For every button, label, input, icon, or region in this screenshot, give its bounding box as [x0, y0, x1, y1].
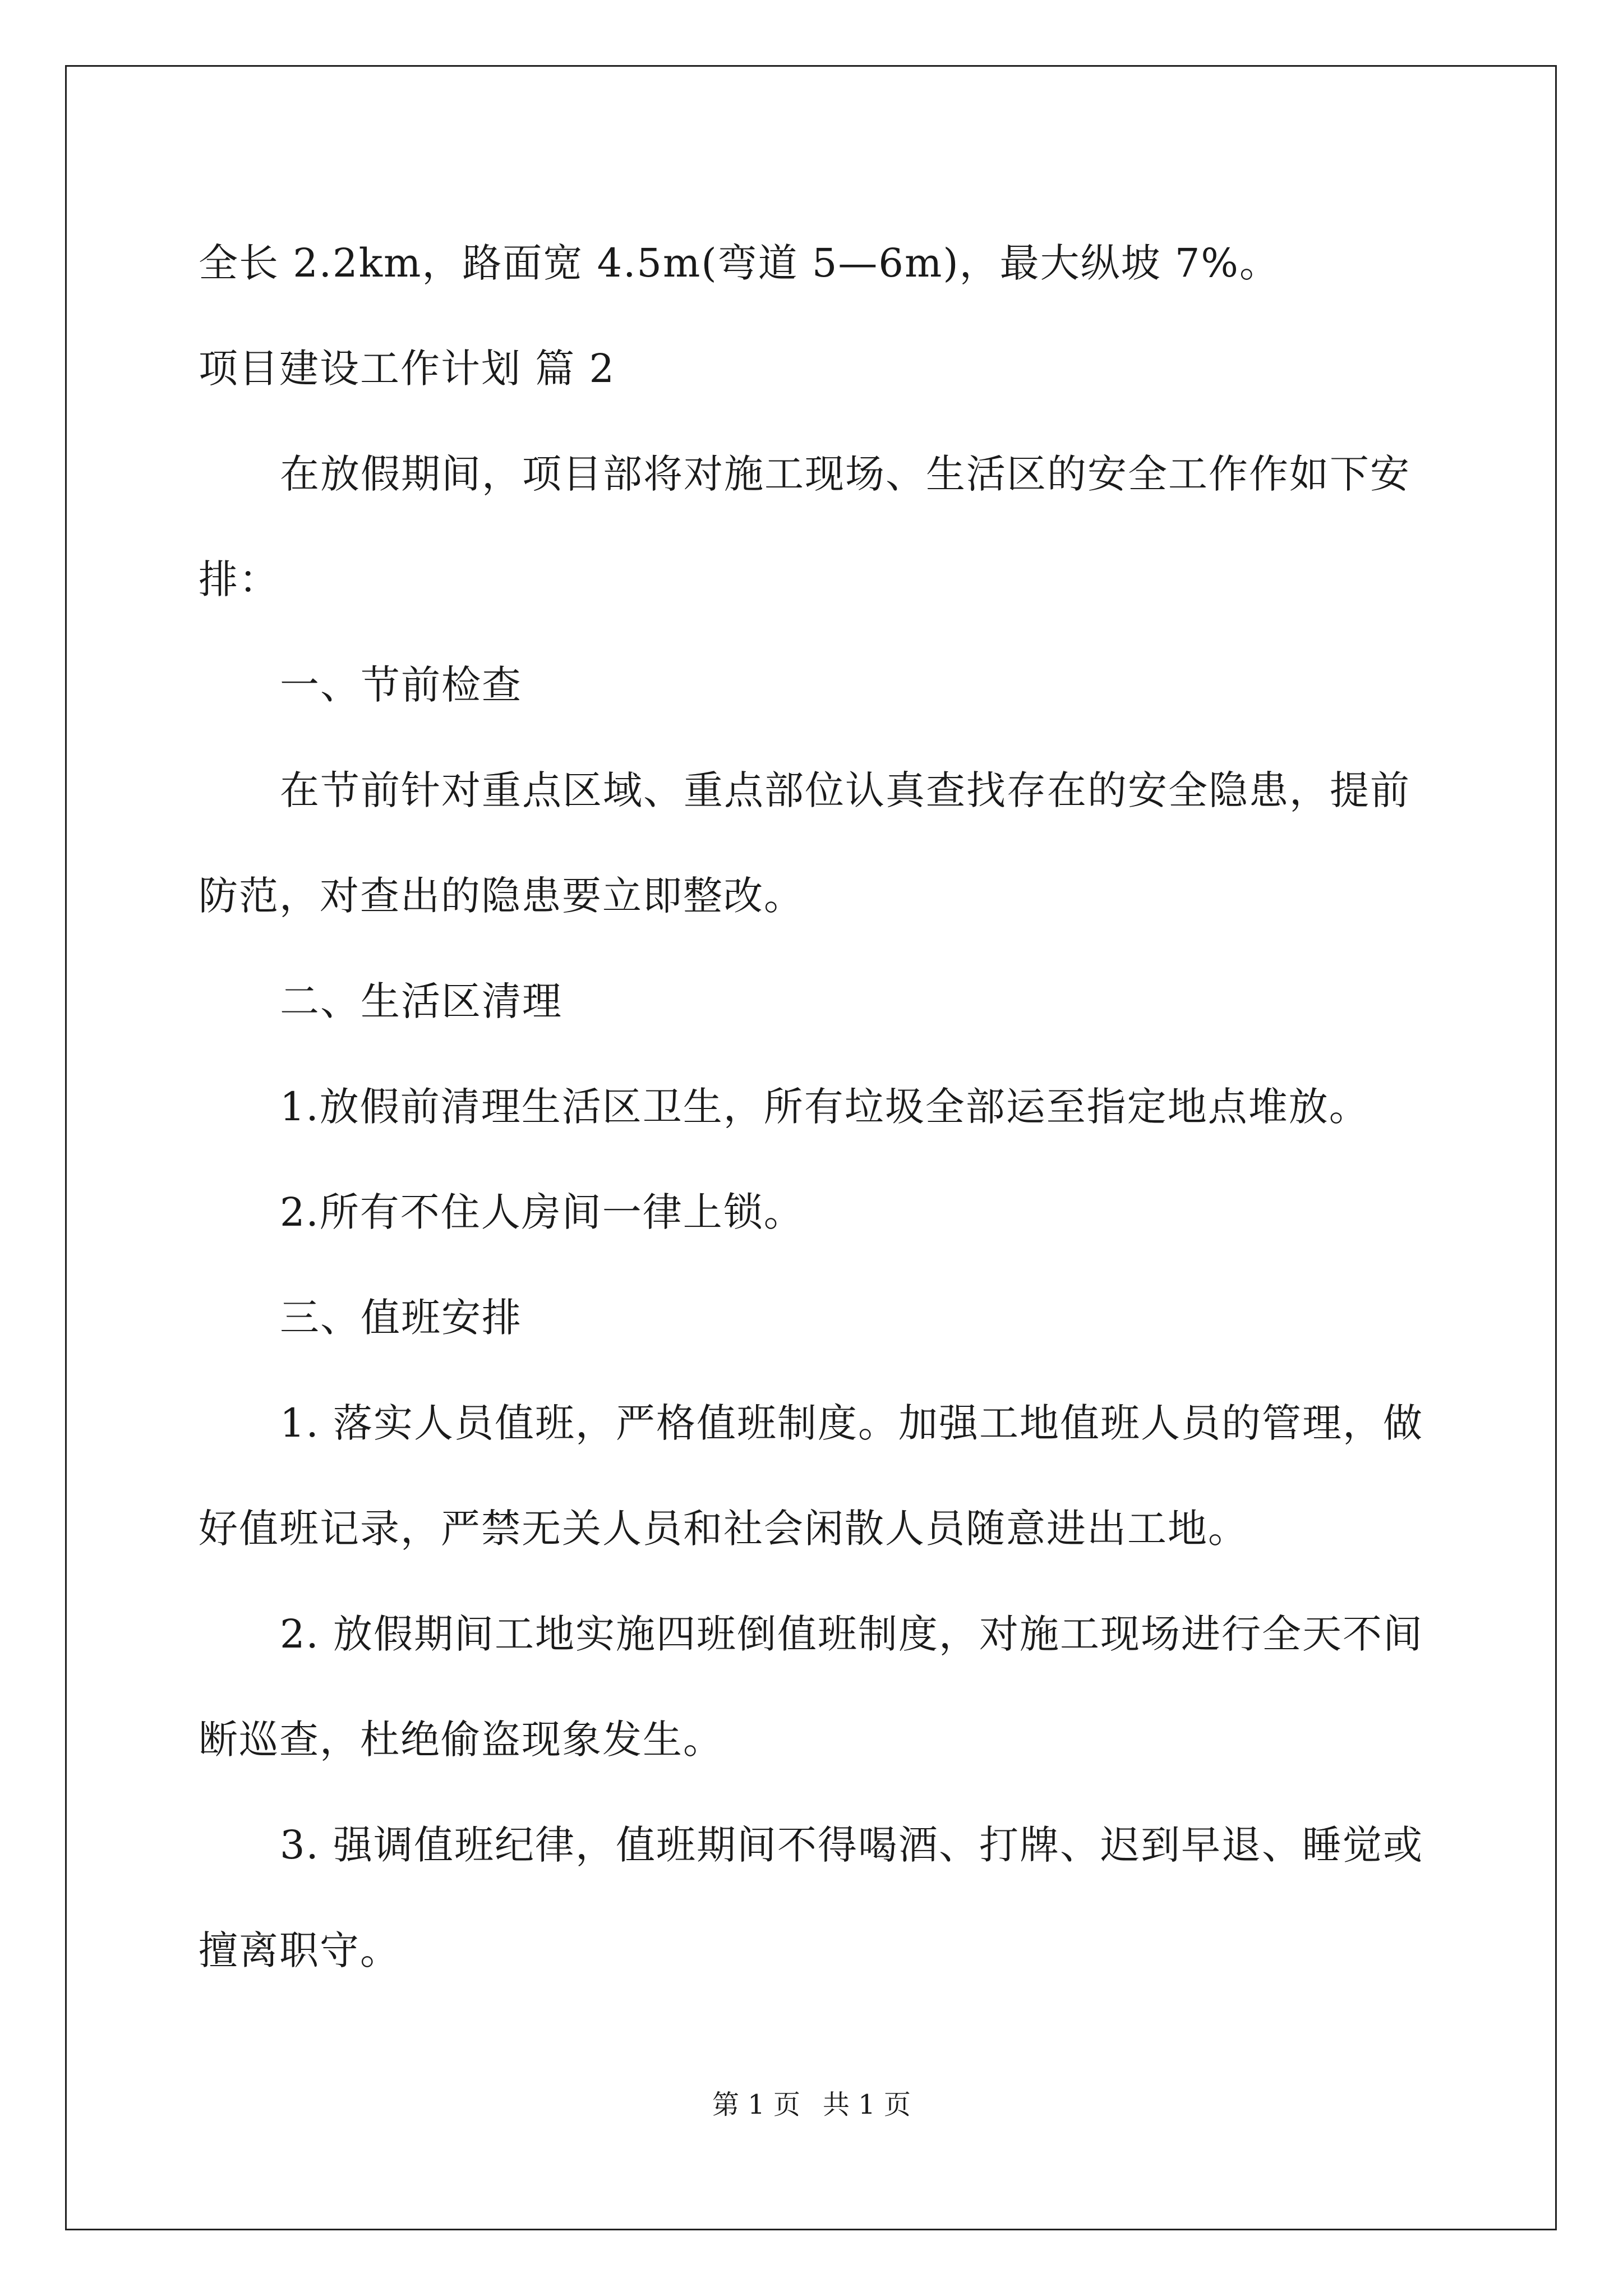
- list-item-2-1: 1.放假前清理生活区卫生，所有垃圾全部运至指定地点堆放。: [280, 1084, 1370, 1130]
- list-item-3-1: 1. 落实人员值班，严格值班制度。加强工地值班人员的管理，做: [280, 1400, 1424, 1446]
- list-item-3-3: 3. 强调值班纪律，值班期间不得喝酒、打牌、迟到早退、睡觉或: [280, 1822, 1424, 1868]
- list-item-2-2: 2.所有不住人房间一律上锁。: [280, 1189, 804, 1235]
- page-number-total: 共 1 页: [823, 2089, 911, 2120]
- document-body: [199, 210, 1427, 2003]
- text-line-1: 全长 2.2km，路面宽 4.5m(弯道 5—6m)，最大纵坡 7%。: [199, 240, 1280, 286]
- page-number-current: 第 1 页: [712, 2089, 800, 2120]
- subheading-3: 三、值班安排: [280, 1295, 522, 1341]
- list-item-3-3-cont: 擅离职守。: [199, 1927, 400, 1973]
- section-heading: 项目建设工作计划 篇 2: [199, 346, 616, 392]
- text-line-7: 防范，对查出的隐患要立即整改。: [199, 873, 804, 919]
- subheading-1: 一、节前检查: [280, 662, 522, 708]
- page-footer: [0, 2088, 1623, 2122]
- text-line-6: 在节前针对重点区域、重点部位认真查找存在的安全隐患，提前: [280, 767, 1410, 813]
- list-item-3-2: 2. 放假期间工地实施四班倒值班制度，对施工现场进行全天不间: [280, 1611, 1424, 1657]
- subheading-2: 二、生活区清理: [280, 978, 562, 1024]
- text-line-3: 在放假期间，项目部将对施工现场、生活区的安全工作作如下安: [280, 451, 1410, 497]
- list-item-3-2-cont: 断巡查，杜绝偷盗现象发生。: [199, 1717, 723, 1763]
- text-line-4: 排：: [199, 556, 279, 602]
- list-item-3-1-cont: 好值班记录，严禁无关人员和社会闲散人员随意进出工地。: [199, 1506, 1248, 1552]
